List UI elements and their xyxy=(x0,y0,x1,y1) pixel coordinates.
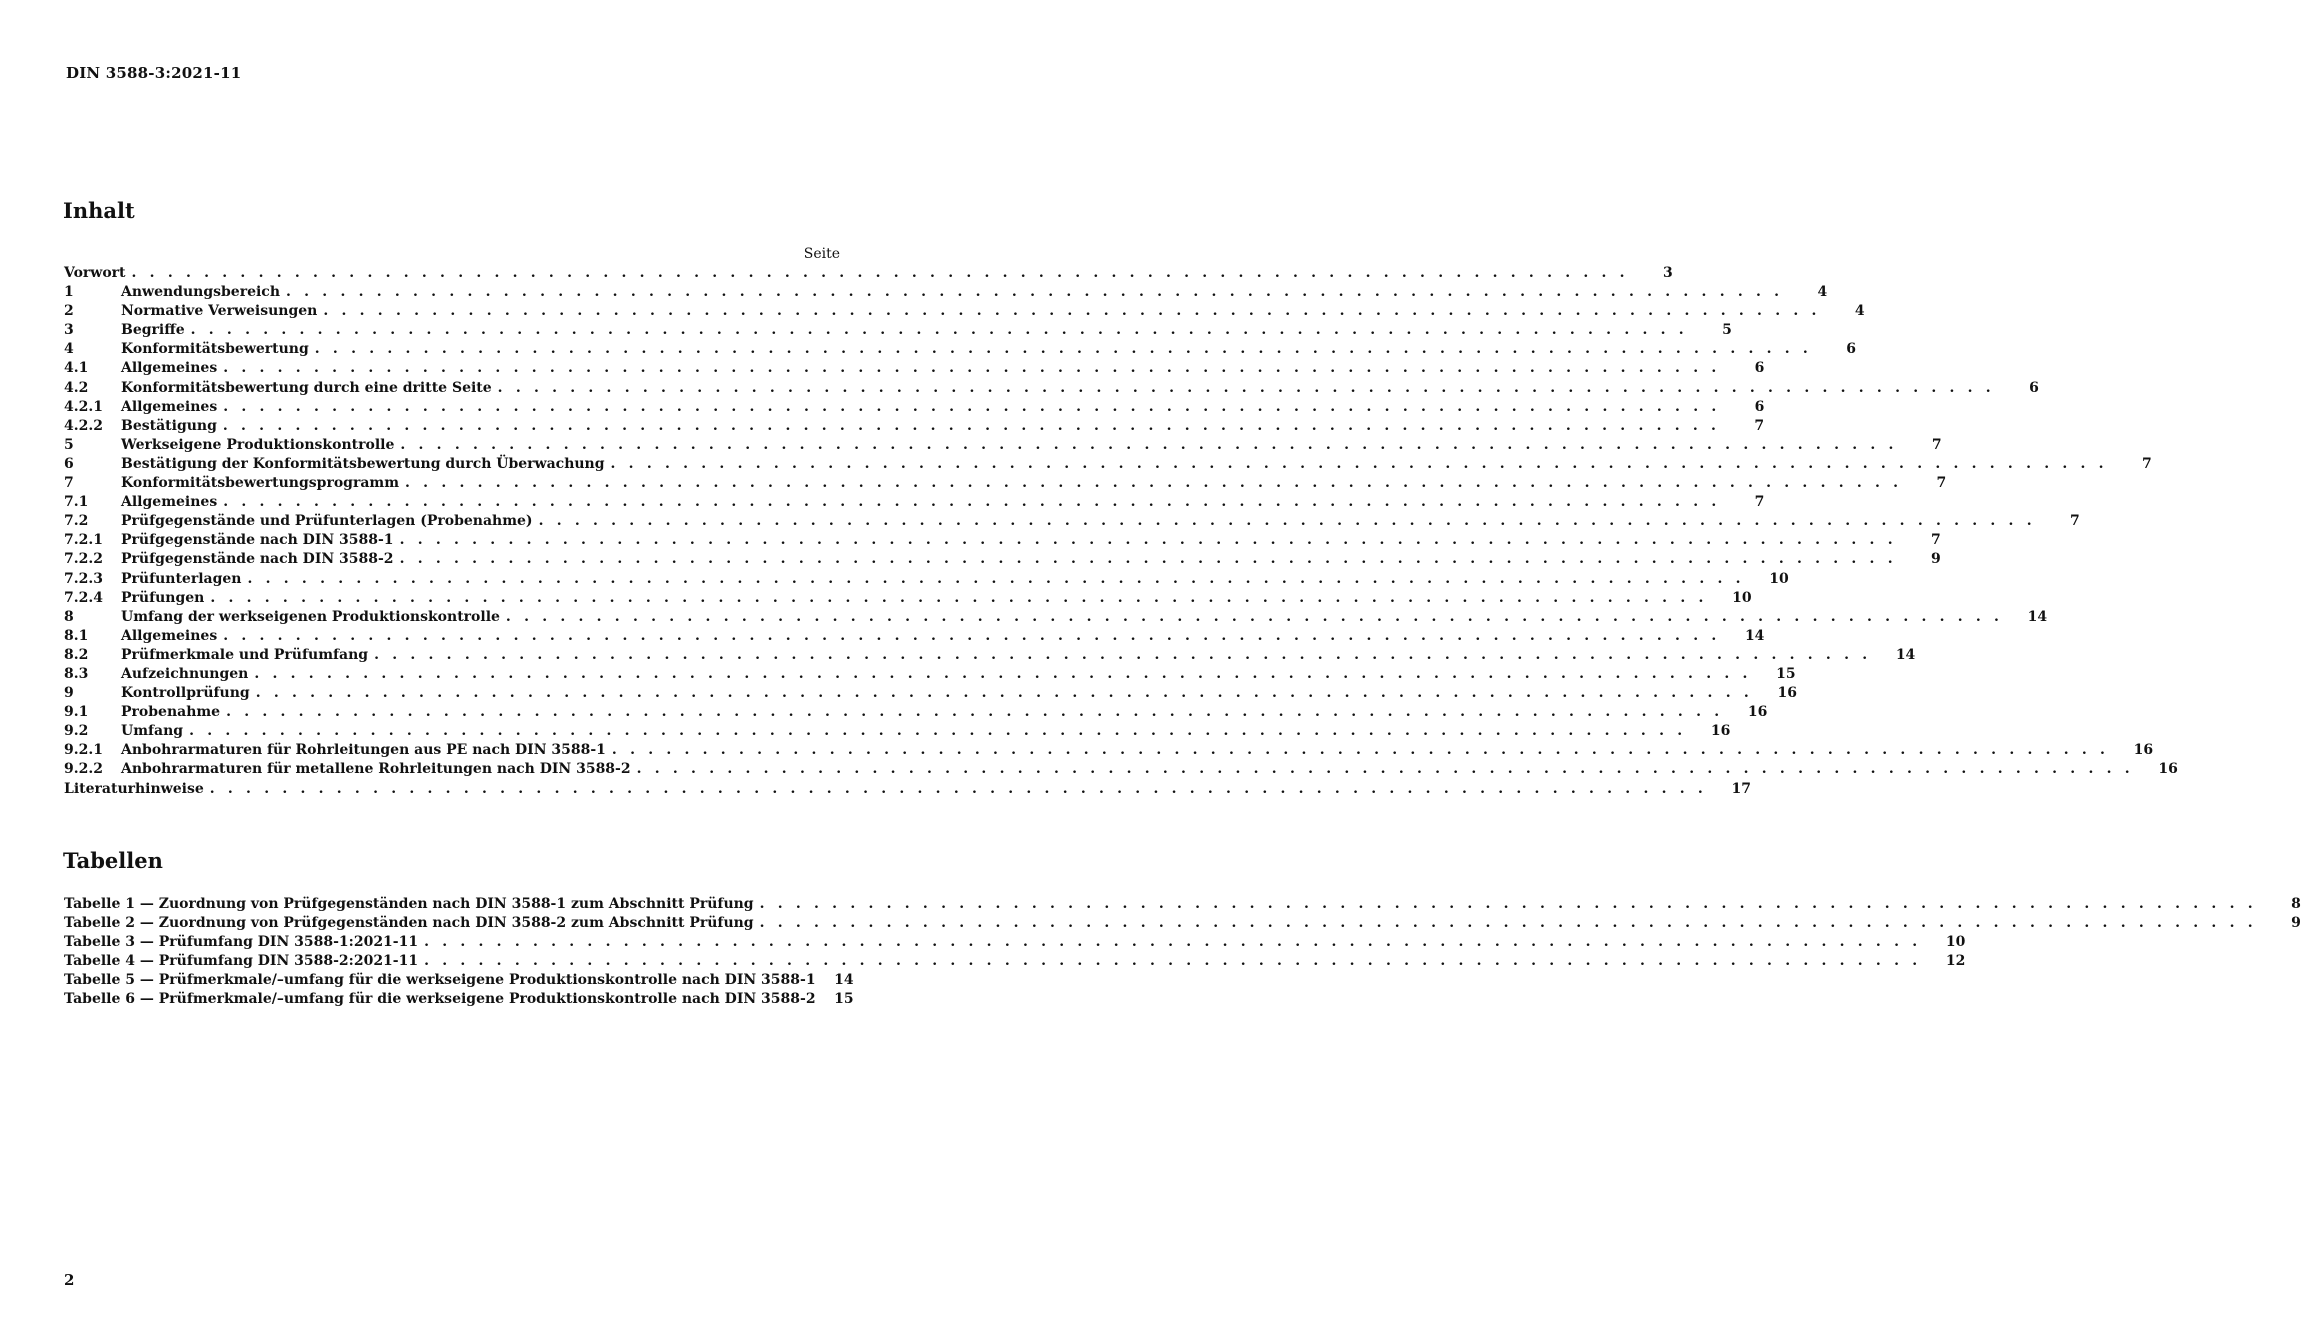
dot-leader xyxy=(223,360,1720,376)
toc-entry-title: Prüfgegenstände und Prüfunterlagen (Probenahme) xyxy=(121,513,533,530)
toc-entry[interactable] xyxy=(64,570,1789,590)
toc-entry-number: 4.2.2 xyxy=(64,417,103,434)
toc-entry[interactable] xyxy=(64,513,2080,532)
table-entry-page: 10 xyxy=(1945,934,1966,951)
table-list-entry[interactable] xyxy=(64,915,2301,934)
toc-entry[interactable] xyxy=(64,665,1796,685)
toc-entry[interactable] xyxy=(64,284,1828,303)
toc-entry-page: 15 xyxy=(1776,665,1796,682)
dot-leader xyxy=(760,896,2257,912)
toc-entry-page: 16 xyxy=(1710,723,1731,740)
toc-entry-number: 9 xyxy=(64,685,74,702)
toc-entry[interactable] xyxy=(64,322,1732,341)
toc-entry-number: 7.2.2 xyxy=(64,551,103,568)
toc-entry-number: 8.1 xyxy=(64,627,89,644)
toc-entry-page: 7 xyxy=(1936,475,1947,492)
toc-entry-title: Allgemeines xyxy=(121,494,218,511)
toc-entry-page: 17 xyxy=(1731,780,1751,797)
table-list-entry[interactable] xyxy=(64,991,854,1010)
toc-entry-number: 4.2.1 xyxy=(64,398,103,415)
toc-entry-page: 14 xyxy=(1744,627,1765,644)
table-entry-title: Tabelle 4 — Prüfumfang DIN 3588-2:2021-11 xyxy=(64,953,419,970)
toc-entry-title: Konformitätsbewertung durch eine dritte Seite xyxy=(121,379,492,396)
toc-entry-page: 4 xyxy=(1854,303,1865,320)
dot-leader xyxy=(210,781,1707,797)
toc-entry-number: 4 xyxy=(64,341,74,358)
toc-entry-title: Anwendungsbereich xyxy=(121,284,280,301)
table-entry-title: Tabelle 3 — Prüfumfang DIN 3588-1:2021-11 xyxy=(64,934,419,951)
toc-entry-page: 4 xyxy=(1817,284,1828,301)
toc-entry-number: 8.2 xyxy=(64,646,89,663)
dot-leader xyxy=(189,723,1686,739)
toc-entry-number: 1 xyxy=(64,284,74,301)
toc-entry[interactable] xyxy=(64,436,1942,456)
toc-entry-number: 7 xyxy=(64,475,74,492)
table-list-entry[interactable] xyxy=(64,934,1966,953)
toc-entry-page: 6 xyxy=(2029,379,2039,396)
toc-entry-title: Bestätigung xyxy=(121,417,217,434)
toc-entry-title: Normative Verweisungen xyxy=(121,303,318,320)
document-id: DIN 3588-3:2021-11 xyxy=(66,64,242,82)
toc-entry-page: 10 xyxy=(1732,589,1752,606)
table-entry-page: 15 xyxy=(834,991,854,1008)
toc-entry-page: 6 xyxy=(1846,341,1856,358)
toc-entry[interactable] xyxy=(64,608,2048,628)
toc-entry-page: 9 xyxy=(1931,551,1941,568)
toc-entry[interactable] xyxy=(64,551,1941,570)
toc-entry-page: 10 xyxy=(1769,570,1789,587)
toc-entry-title: Prüfmerkmale und Prüfumfang xyxy=(121,646,369,663)
dot-leader xyxy=(424,934,1921,950)
dot-leader xyxy=(223,494,1720,510)
toc-entry[interactable] xyxy=(64,627,1765,647)
dot-leader xyxy=(760,915,2257,931)
toc-list xyxy=(64,265,2178,800)
dot-leader xyxy=(611,456,2108,472)
toc-entry-page: 14 xyxy=(2027,608,2048,625)
toc-entry-title: Prüfunterlagen xyxy=(121,570,242,587)
toc-entry-page: 16 xyxy=(1777,685,1797,702)
toc-entry-number: 5 xyxy=(64,436,74,453)
toc-entry-number: 4.1 xyxy=(64,360,89,377)
table-entry-page: 12 xyxy=(1945,953,1966,970)
toc-entry[interactable] xyxy=(64,398,1765,418)
dot-leader xyxy=(223,418,1720,434)
page-column-label: Seite xyxy=(803,246,840,262)
toc-entry-page: 7 xyxy=(1931,532,1941,549)
toc-entry-title: Probenahme xyxy=(121,704,221,721)
dot-leader xyxy=(226,704,1723,720)
toc-entry[interactable] xyxy=(64,417,1765,437)
toc-entry-title: Allgemeines xyxy=(121,627,218,644)
toc-entry[interactable] xyxy=(64,360,1765,379)
toc-entry-title: Konformitätsbewertung xyxy=(121,341,309,358)
toc-entry-title: Allgemeines xyxy=(121,360,218,377)
dot-leader xyxy=(247,571,1744,587)
toc-entry[interactable] xyxy=(64,455,2152,475)
toc-entry-title: Allgemeines xyxy=(121,398,218,415)
toc-entry[interactable] xyxy=(64,475,1947,494)
table-entry-page: 14 xyxy=(834,972,854,989)
toc-entry-title: Umfang xyxy=(121,723,184,740)
toc-entry-page: 6 xyxy=(1754,398,1765,415)
dot-leader xyxy=(254,666,1751,682)
toc-entry-page: 7 xyxy=(2142,455,2152,472)
toc-entry-number: 7.2.3 xyxy=(64,570,103,587)
toc-entry-page: 5 xyxy=(1722,322,1732,339)
table-entry-page: 8 xyxy=(2291,896,2301,912)
dot-leader xyxy=(374,647,1871,663)
tables-list xyxy=(64,896,2301,1011)
toc-entry-title: Prüfgegenstände nach DIN 3588-1 xyxy=(121,532,394,549)
toc-entry-page: 7 xyxy=(2070,513,2080,530)
dot-leader xyxy=(315,341,1812,357)
dot-leader xyxy=(223,399,1720,415)
toc-entry[interactable] xyxy=(64,704,1768,723)
toc-entry-number: 8 xyxy=(64,608,74,625)
toc-entry[interactable] xyxy=(64,341,1856,360)
dot-leader xyxy=(637,761,2134,777)
toc-entry-page: 3 xyxy=(1663,265,1673,281)
toc-entry-number: 7.2.4 xyxy=(64,589,103,606)
toc-entry[interactable] xyxy=(64,742,2154,761)
toc-entry-title: Werkseigene Produktionskontrolle xyxy=(121,436,395,453)
dot-leader xyxy=(400,437,1897,453)
toc-entry[interactable] xyxy=(64,589,1752,609)
toc-entry-title: Vorwort xyxy=(64,265,126,281)
table-entry-title: Tabelle 1 — Zuordnung von Prüfgegenständen nach DIN 3588-1 zum Abschnitt Prüfung xyxy=(64,896,754,912)
dot-leader xyxy=(506,609,2003,625)
toc-entry-page: 7 xyxy=(1754,417,1765,434)
dot-leader xyxy=(223,628,1720,644)
toc-entry-number: 9.1 xyxy=(64,704,89,721)
table-list-entry[interactable] xyxy=(64,953,1966,972)
toc-entry-page: 16 xyxy=(1747,704,1768,721)
toc-entry-title: Begriffe xyxy=(121,322,185,339)
toc-entry[interactable] xyxy=(64,780,1751,800)
dot-leader xyxy=(405,475,1902,491)
table-entry-title: Tabelle 6 — Prüfmerkmale/–umfang für die werkseigene Produktionskontrolle nach DIN 3588-2 xyxy=(64,991,816,1008)
dot-leader xyxy=(256,685,1753,701)
toc-entry-number: 8.3 xyxy=(64,665,89,682)
toc-entry-number: 3 xyxy=(64,322,74,339)
toc-entry-title: Konformitätsbewertungsprogramm xyxy=(121,475,400,492)
toc-entry-number: 7.2.1 xyxy=(64,532,103,549)
toc-entry-title: Anbohrarmaturen für Rohrleitungen aus PE nach DIN 3588-1 xyxy=(121,742,606,759)
dot-leader xyxy=(400,551,1897,567)
toc-entry-page: 14 xyxy=(1895,646,1916,663)
table-entry-page: 9 xyxy=(2291,915,2301,932)
toc-entry-number: 9.2.1 xyxy=(64,742,103,759)
toc-entry[interactable] xyxy=(64,723,1731,742)
table-entry-title: Tabelle 2 — Zuordnung von Prüfgegenständen nach DIN 3588-2 zum Abschnitt Prüfung xyxy=(64,915,754,932)
page-number: 2 xyxy=(64,1271,75,1289)
table-list-entry[interactable] xyxy=(64,896,2301,915)
tables-heading: Tabellen xyxy=(63,848,163,873)
toc-entry[interactable] xyxy=(64,379,2039,399)
dot-leader xyxy=(424,953,1921,969)
table-list-entry[interactable] xyxy=(64,972,854,991)
dot-leader xyxy=(132,265,1629,281)
toc-entry-number: 7.1 xyxy=(64,494,89,511)
toc-entry-number: 7.2 xyxy=(64,513,89,530)
toc-entry-number: 4.2 xyxy=(64,379,89,396)
toc-entry[interactable] xyxy=(64,265,1673,284)
toc-entry[interactable] xyxy=(64,532,1941,551)
toc-entry[interactable] xyxy=(64,494,1765,513)
dot-leader xyxy=(286,284,1783,300)
toc-entry[interactable] xyxy=(64,646,1916,666)
toc-entry-title: Bestätigung der Konformitätsbewertung durch Überwachung xyxy=(121,455,605,472)
toc-entry-title: Prüfgegenstände nach DIN 3588-2 xyxy=(121,551,394,568)
toc-entry-title: Kontrollprüfung xyxy=(121,685,250,702)
toc-entry[interactable] xyxy=(64,303,1865,322)
toc-entry[interactable] xyxy=(64,685,1797,704)
toc-entry-page: 16 xyxy=(2158,761,2178,778)
toc-entry-title: Literaturhinweise xyxy=(64,780,204,797)
toc-entry-number: 2 xyxy=(64,303,74,320)
toc-entry-page: 7 xyxy=(1931,436,1942,453)
toc-entry-number: 6 xyxy=(64,455,74,472)
toc-entry-title: Anbohrarmaturen für metallene Rohrleitungen nach DIN 3588-2 xyxy=(121,761,631,778)
dot-leader xyxy=(498,380,1995,396)
dot-leader xyxy=(210,590,1707,606)
toc-entry[interactable] xyxy=(64,761,2178,780)
dot-leader xyxy=(400,532,1897,548)
toc-entry-page: 16 xyxy=(2133,742,2154,759)
toc-entry-number: 9.2.2 xyxy=(64,761,103,778)
toc-entry-title: Prüfungen xyxy=(121,589,205,606)
toc-entry-page: 6 xyxy=(1754,360,1765,377)
toc-entry-title: Umfang der werkseigenen Produktionskontrolle xyxy=(121,608,500,625)
toc-entry-page: 7 xyxy=(1754,494,1765,511)
toc-heading: Inhalt xyxy=(63,198,135,223)
toc-entry-number: 9.2 xyxy=(64,723,89,740)
dot-leader xyxy=(323,303,1820,319)
table-entry-title: Tabelle 5 — Prüfmerkmale/–umfang für die werkseigene Produktionskontrolle nach DIN 3588-1 xyxy=(64,972,816,989)
dot-leader xyxy=(539,513,2036,529)
toc-entry-title: Aufzeichnungen xyxy=(121,665,249,682)
dot-leader xyxy=(612,742,2109,758)
dot-leader xyxy=(191,322,1688,338)
